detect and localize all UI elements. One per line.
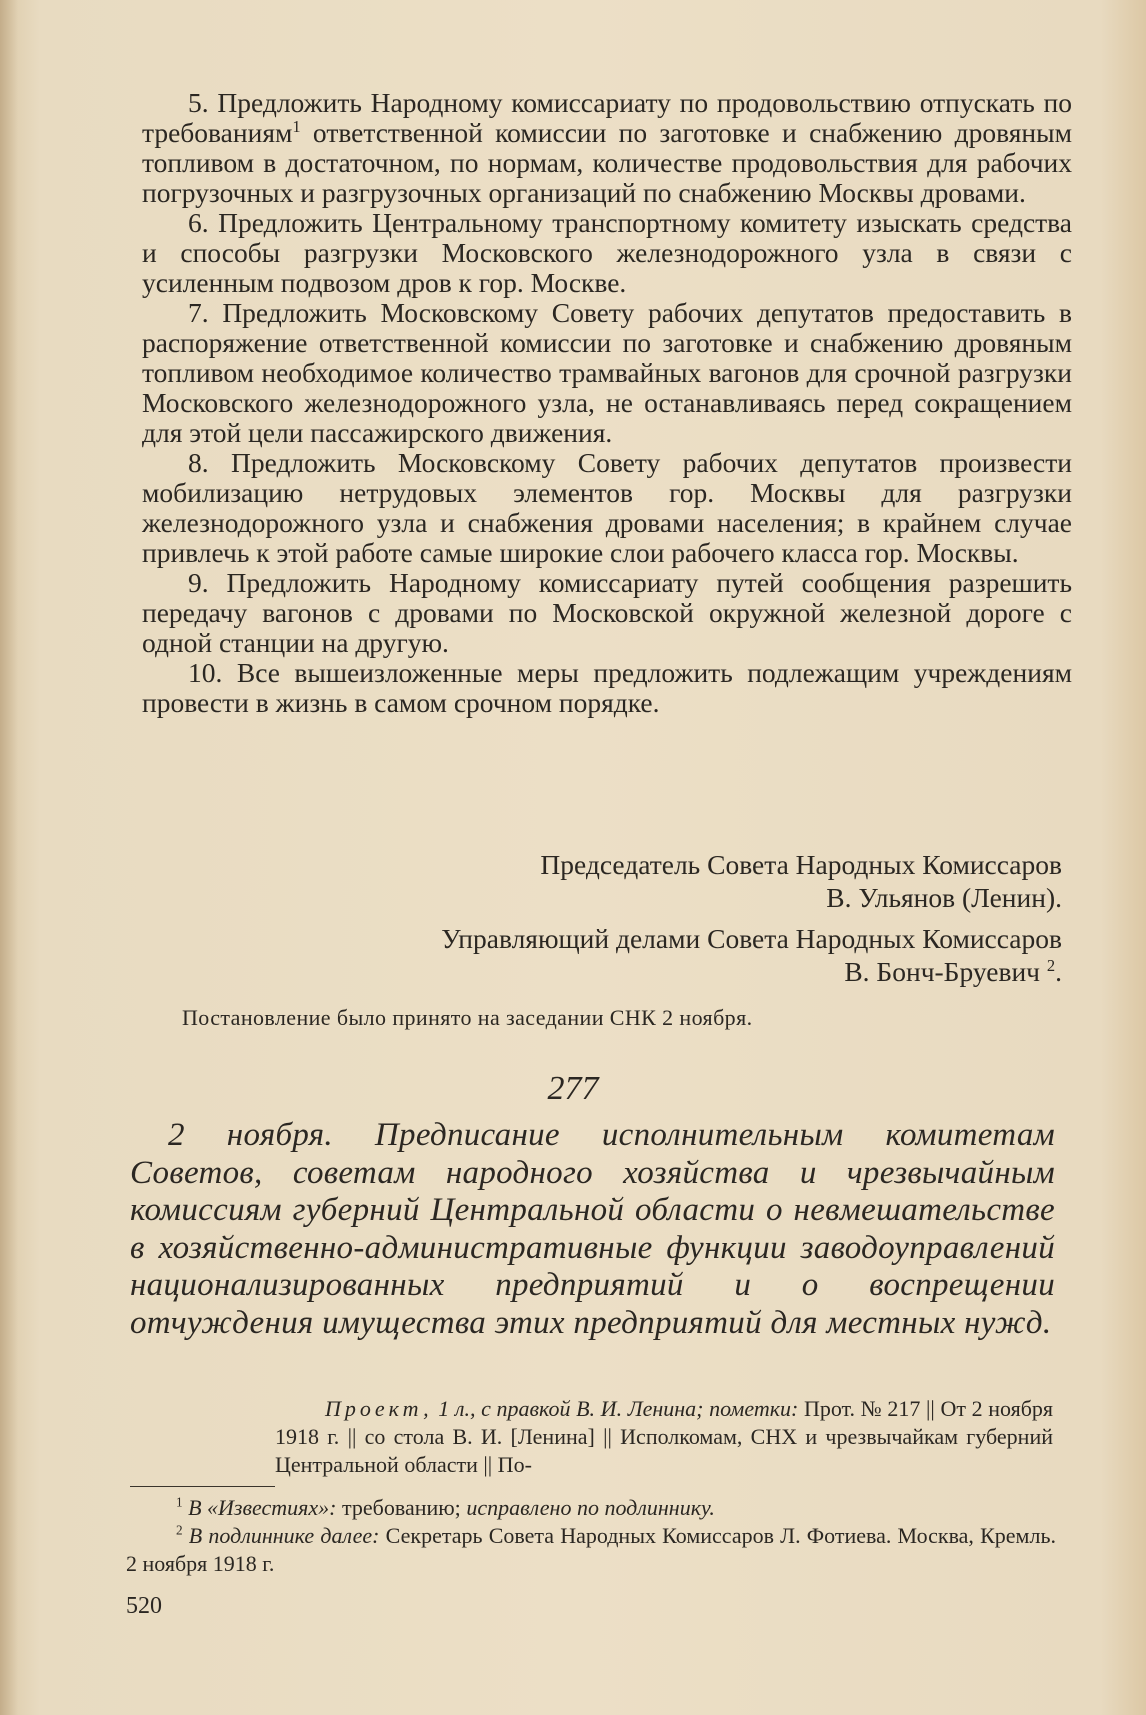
- chairman-title: Председатель Совета Народных Комиссаров: [540, 849, 1062, 880]
- paragraph-8: 8. Предложить Московскому Совету рабочих депутатов произвести мобилизацию нетрудовых элементов гор. Москвы для разгрузки железнодорожного узла и снабжения дровами населения; в крайнем случае привлечь к этой работе самые широкие слои рабочего класса гор. Москвы.: [142, 447, 1072, 568]
- adoption-note: Постановление было принято на заседании СНК 2 ноября.: [182, 1005, 753, 1030]
- source-sheets: 1 л., с правкой В. И. Ленина; пометки:: [438, 1396, 799, 1421]
- binding-shadow: [0, 0, 18, 1715]
- footnote-2: $^2$ В подлиннике далее: Секретарь Совета Народных Комиссаров Л. Фотиева. Москва, Кремль. 2 ноября 1918 г.: [126, 1522, 1056, 1576]
- paragraph-9: 9. Предложить Народному комиссариату путей сообщения разрешить передачу вагонов с дровами по Московской окружной железной дороге с одной станции на другую.: [142, 567, 1072, 658]
- decree-body: [142, 88, 1072, 718]
- paragraph-10: 10. Все вышеизложенные меры предложить подлежащим учреждениям провести в жизнь в самом срочном порядке.: [142, 657, 1072, 718]
- paragraph-5: 5. Предложить Народному комиссариату по продовольствию отпускать по требованиям$^1$ ответственной комиссии по заготовке и снабжению дровяным топливом в достаточном, по нормам, количестве продовольствия для рабочих погрузочных и разгрузочных организаций по снабжению Москвы дровами.: [142, 87, 1072, 208]
- document-title: 2 ноября. Предписание исполнительным комитетам Советов, советам народного хозяйства и чрезвычайным комиссиям губерний Центральной области о невмешательстве в хозяйственно-административные функции заводоуправлений национализированных предприятий и о воспрещении отчуждения имущества этих предприятий для местных нужд.: [130, 1117, 1055, 1341]
- manager-title: Управляющий делами Совета Народных Комиссаров: [441, 923, 1062, 954]
- footnote-ref-1: 1: [292, 116, 301, 136]
- source-label: Проект,: [325, 1396, 433, 1421]
- signature-chairman: [540, 848, 1062, 914]
- footnote-divider: [130, 1486, 275, 1487]
- page-number: 520: [126, 1593, 162, 1619]
- paragraph-6: 6. Предложить Центральному транспортному комитету изыскать средства и способы разгрузки Московского железнодорожного узла в связи с усиленным подвозом дров к гор. Москве.: [142, 207, 1072, 298]
- document-number: 277: [547, 1070, 599, 1107]
- paragraph-7: 7. Предложить Московскому Совету рабочих депутатов предоставить в распоряжение ответственной комиссии по заготовке и снабжению дровяным топливом необходимое количество трамвайных вагонов для срочной разгрузки Московского железнодорожного узла, не останавливаясь перед сокращением для этой цели пассажирского движения.: [142, 297, 1072, 448]
- source-description: [275, 1395, 1053, 1479]
- chairman-name: В. Ульянов (Ленин).: [826, 882, 1062, 913]
- footnote-1: $^1$ В «Известиях»: требованию; исправлено по подлиннику.: [176, 1494, 715, 1520]
- footnote-ref-2: 2: [1046, 955, 1056, 975]
- signature-manager: [441, 922, 1062, 988]
- source-text: Прот. № 217 || От 2 ноября 1918 г. || со стола В. И. [Ленина] || Исполкомам, СНХ и чрезвычайкам губерний Центральной области || По-: [275, 1396, 1054, 1477]
- footnotes: [126, 1494, 1056, 1578]
- manager-name: В. Бонч-Бруевич $^2$.: [844, 955, 1062, 987]
